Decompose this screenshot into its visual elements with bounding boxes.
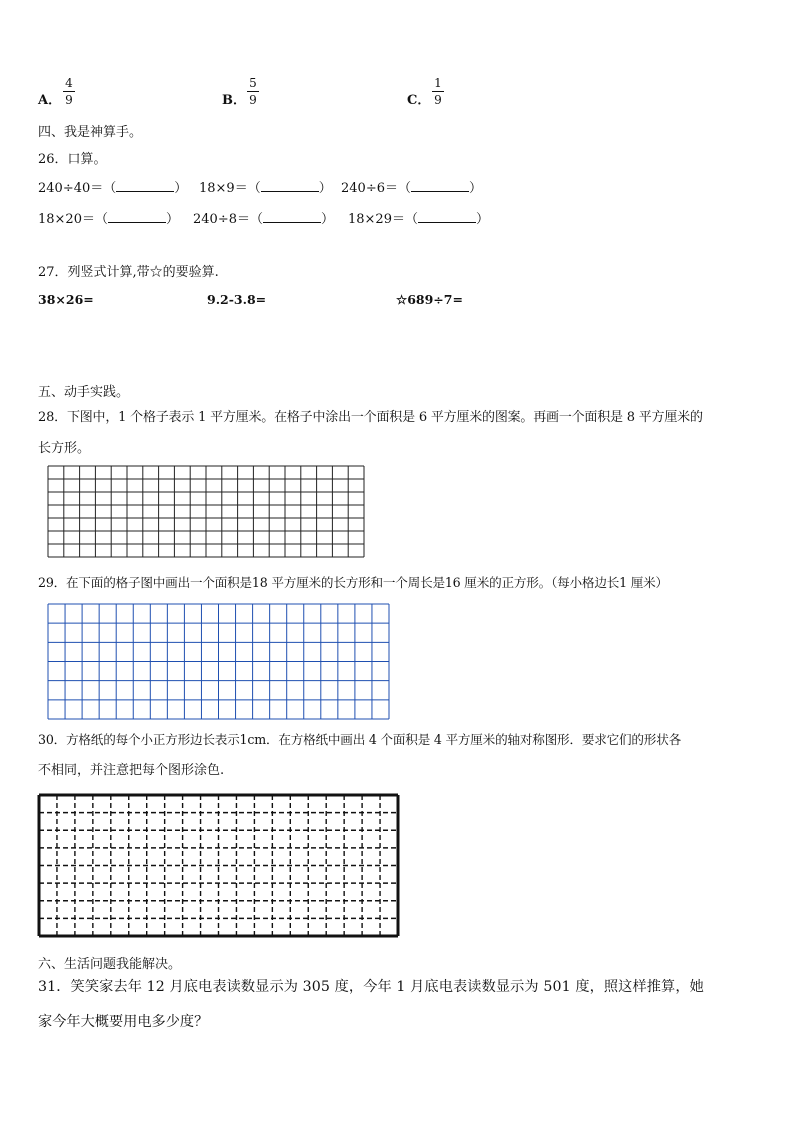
- option-a-fraction: [63, 76, 75, 107]
- q27-title: 27．列竖式计算,带☆的要验算.: [38, 265, 219, 280]
- q26-expr: 18×29＝: [348, 212, 405, 227]
- section5-title: 五、动手实践。: [38, 385, 130, 400]
- answer-blank[interactable]: [418, 210, 476, 223]
- answer-blank[interactable]: [108, 210, 166, 223]
- option-b: [222, 89, 246, 108]
- answer-blank[interactable]: [263, 210, 321, 223]
- option-b-denominator: 9: [249, 93, 257, 107]
- option-a-denominator: 9: [65, 93, 73, 107]
- option-a-numerator: 4: [65, 76, 73, 90]
- q28-text-line2: 长方形。: [38, 441, 91, 456]
- q31-text-line1: 31．笑笑家去年 12 月底电表读数显示为 305 度，今年 1 月底电表读数显示为 501 度，照这样推算，她: [38, 979, 704, 995]
- answer-blank[interactable]: [116, 179, 174, 192]
- option-c-fraction: [432, 76, 444, 107]
- option-b-letter: B．: [222, 93, 246, 108]
- q26-expr: 18×20＝: [38, 212, 95, 227]
- fraction-bar: [63, 91, 75, 92]
- option-c-letter: C．: [407, 93, 431, 108]
- q26-title: 26．口算。: [38, 152, 107, 167]
- option-c-numerator: 1: [434, 76, 442, 90]
- q30-text-line2: 不相同，并注意把每个图形涂色.: [38, 763, 225, 778]
- q26-item-5: 240÷8＝（ ）: [193, 212, 335, 227]
- q27-item-2: 9.2-3.8=: [207, 292, 267, 307]
- option-c-denominator: 9: [434, 93, 442, 107]
- q31-text-line2: 家今年大概要用电多少度？: [38, 1014, 209, 1030]
- q26-expr: 240÷6＝: [341, 181, 398, 196]
- answer-blank[interactable]: [411, 179, 469, 192]
- q28-square-grid[interactable]: [47, 465, 365, 558]
- fraction-bar: [432, 91, 444, 92]
- q26-expr: 18×9＝: [199, 181, 248, 196]
- option-a-letter: A．: [38, 93, 62, 108]
- q30-dashed-grid[interactable]: [37, 793, 400, 938]
- q26-item-2: 18×9＝（ ）: [199, 181, 332, 196]
- option-b-numerator: 5: [249, 76, 257, 90]
- q27-item-1: 38×26=: [38, 292, 94, 307]
- q29-text: 29．在下面的格子图中画出一个面积是18 平方厘米的长方形和一个周长是16 厘米的正方形。（每小格边长1 厘米）: [38, 575, 668, 590]
- q27-item-3: ☆689÷7=: [396, 292, 463, 307]
- q26-expr: 240÷8＝: [193, 212, 250, 227]
- section6-title: 六、生活问题我能解决。: [38, 957, 182, 972]
- answer-blank[interactable]: [261, 179, 319, 192]
- q26-item-4: 18×20＝（ ）: [38, 212, 180, 227]
- fraction-bar: [247, 91, 259, 92]
- q26-item-3: 240÷6＝（ ）: [341, 181, 483, 196]
- q26-expr: 240÷40＝: [38, 181, 104, 196]
- q26-item-6: 18×29＝（ ）: [348, 212, 490, 227]
- q29-square-grid[interactable]: [47, 603, 390, 720]
- option-b-fraction: [247, 76, 259, 107]
- q30-text-line1: 30．方格纸的每个小正方形边长表示1cm．在方格纸中画出 4 个面积是 4 平方厘米的轴对称图形．要求它们的形状各: [38, 732, 681, 747]
- q28-text-line1: 28．下图中，1 个格子表示 1 平方厘米。在格子中涂出一个面积是 6 平方厘米的图案。再画一个面积是 8 平方厘米的: [38, 410, 703, 425]
- option-c: [407, 89, 430, 108]
- section4-title: 四、我是神算手。: [38, 125, 143, 140]
- option-a: [38, 89, 61, 108]
- q26-item-1: 240÷40＝（ ）: [38, 181, 188, 196]
